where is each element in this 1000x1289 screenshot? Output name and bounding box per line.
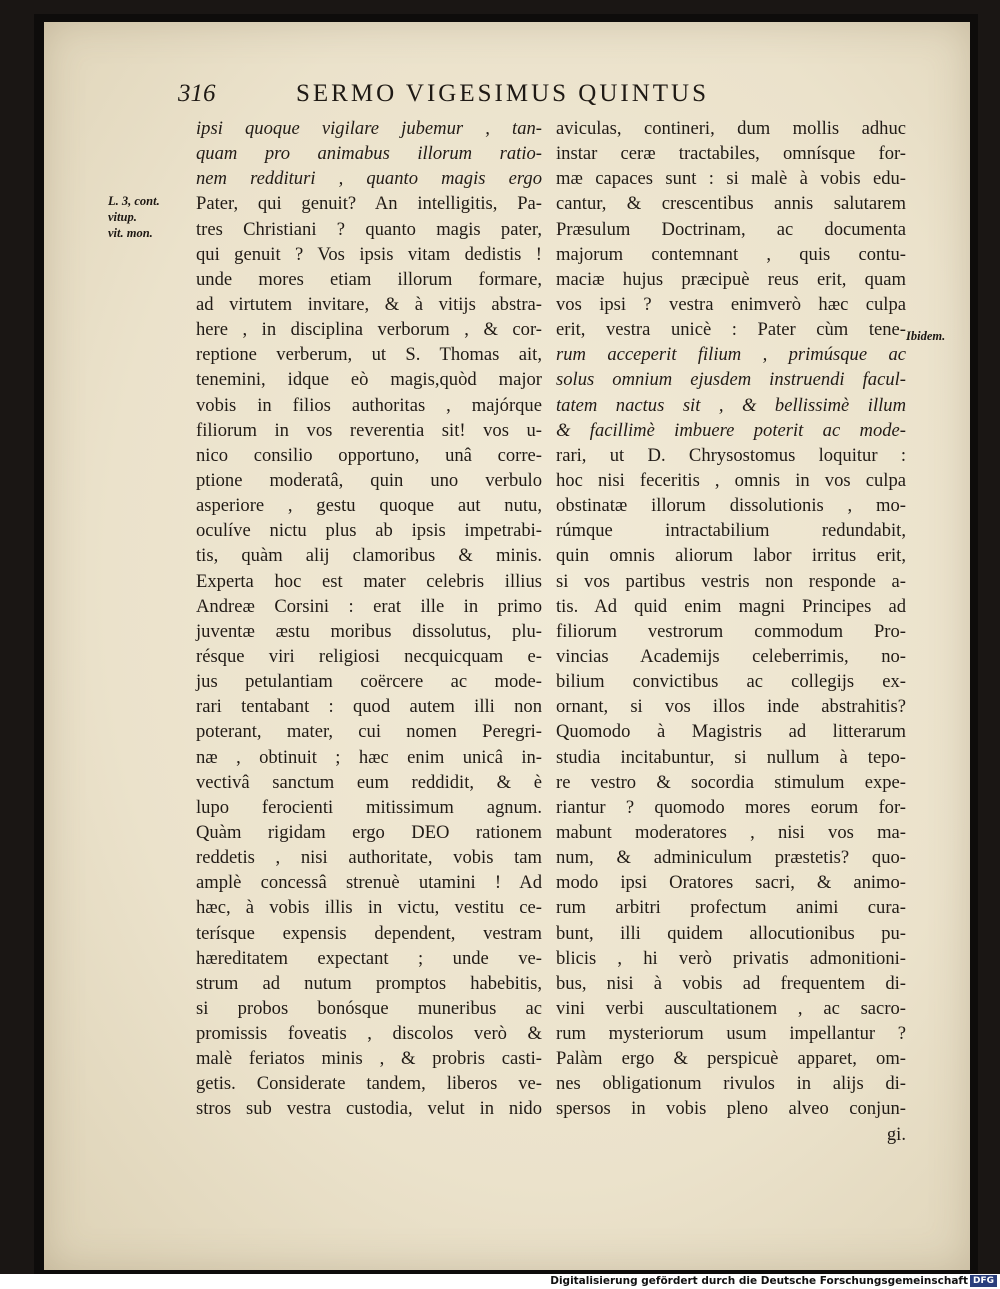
text-line: strum ad nutum promptos habebitis, <box>196 972 542 994</box>
text-line: blicis , hi verò privatis admonitioni- <box>556 947 906 969</box>
text-line: lupo ferocienti mitissimum agnum. <box>196 796 542 818</box>
page-number: 316 <box>178 80 216 107</box>
text-line: terísque expensis dependent, vestram <box>196 922 542 944</box>
text-line: nico consilio opportuno, unâ corre- <box>196 444 542 466</box>
funding-credit: Digitalisierung gefördert durch die Deutsche Forschungsgemeinschaft <box>550 1275 968 1287</box>
text-line: ad virtutem invitare, & à vitijs abstra- <box>196 293 542 315</box>
text-line: mæ capaces sunt : si malè à vobis edu- <box>556 168 906 190</box>
digitization-footer <box>0 1274 1000 1289</box>
text-line: rari, ut D. Chrysostomus loquitur : <box>556 444 906 466</box>
text-line: næ , obtinuit ; hæc enim unicâ in- <box>196 746 542 768</box>
text-line: num, & adminiculum præstetis? quo- <box>556 847 906 869</box>
text-line: tis. Ad quid enim magni Principes ad <box>556 595 906 617</box>
text-line: reddetis , nisi authoritate, vobis tam <box>196 847 542 869</box>
text-line: mabunt moderatores , nisi vos ma- <box>556 821 906 843</box>
text-line: ptione moderatâ, quin uno verbulo <box>196 469 542 491</box>
text-line: & facillimè imbuere poterit ac mode- <box>556 419 906 441</box>
text-line: spersos in vobis pleno alveo conjun- <box>556 1098 906 1120</box>
text-line: reptione verberum, ut S. Thomas ait, <box>196 344 542 366</box>
text-line: solus omnium ejusdem instruendi facul- <box>556 369 906 391</box>
text-line: tatem nactus sit , & bellissimè illum <box>556 394 906 416</box>
text-line: poterant, mater, cui nomen Peregri- <box>196 721 542 743</box>
text-line: hæc, à vobis illis in victu, vestitu ce- <box>196 897 542 919</box>
text-line: vos ipsi ? vestra enimverò hæc culpa <box>556 293 906 315</box>
text-line: tis, quàm alij clamoribus & minis. <box>196 545 542 567</box>
text-line: rum mysteriorum usum impellantur ? <box>556 1023 906 1045</box>
dfg-logo: DFG <box>970 1275 997 1287</box>
text-line: quam pro animabus illorum ratio- <box>196 143 542 165</box>
left-text-column <box>196 116 542 1122</box>
text-line: here , in disciplina verborum , & cor- <box>196 319 542 341</box>
text-line: filiorum in vos reverentia sit! vos u- <box>196 419 542 441</box>
margin-note-line: vitup. <box>108 210 137 224</box>
text-line: quin omnis aliorum labor irritus erit, <box>556 545 906 567</box>
text-line: nem reddituri , quanto magis ergo <box>196 168 542 190</box>
text-line: modo ipsi Oratores sacri, & animo- <box>556 872 906 894</box>
text-line: tres Christiani ? quanto magis pater, <box>196 218 542 240</box>
text-line: majorum contemnant , quis contu- <box>556 243 906 265</box>
text-line: vobis in filios authoritas , majórque <box>196 394 542 416</box>
text-line: amplè concessâ strenuè utamini ! Ad <box>196 872 542 894</box>
text-line: getis. Considerate tandem, liberos ve- <box>196 1073 542 1095</box>
text-line: riantur ? quomodo mores eorum for- <box>556 796 906 818</box>
text-line: bilium convictibus ac collegijs ex- <box>556 671 906 693</box>
text-line: instar ceræ tractabiles, omnísque for- <box>556 143 906 165</box>
text-line: résque viri religiosi necquicquam e- <box>196 645 542 667</box>
text-line: erit, vestra unicè : Pater cùm tene- <box>556 319 906 341</box>
text-line: Andreæ Corsini : erat ille in primo <box>196 595 542 617</box>
text-line: Experta hoc est mater celebris illius <box>196 570 542 592</box>
text-line: unde mores etiam illorum formare, <box>196 268 542 290</box>
text-line: maciæ hujus præcipuè reus erit, quam <box>556 268 906 290</box>
text-line: oculíve nictu plus ab ipsis impetrabi- <box>196 520 542 542</box>
margin-note-line: L. 3, cont. <box>108 194 160 208</box>
text-line: vectivâ sanctum eum reddidit, & è <box>196 771 542 793</box>
text-line: Præsulum Doctrinam, ac documenta <box>556 218 906 240</box>
text-line: asperiore , gestu quoque aut nutu, <box>196 495 542 517</box>
page-header <box>178 80 778 116</box>
text-line: aviculas, contineri, dum mollis adhuc <box>556 118 906 139</box>
text-line: Palàm ergo & perspicuè apparet, om- <box>556 1048 906 1070</box>
right-text-column <box>556 116 906 1147</box>
text-line: juventæ æstu moribus dissolutus, plu- <box>196 620 542 642</box>
text-line: Quomodo à Magistris ad litterarum <box>556 721 906 743</box>
margin-note-right <box>906 328 945 344</box>
text-line: rum acceperit filium , primúsque ac <box>556 344 906 366</box>
text-line: ipsi quoque vigilare jubemur , tan- <box>196 118 542 139</box>
text-line: Quàm rigidam ergo DEO rationem <box>196 821 542 843</box>
text-line: ornant, si vos illos inde abstrahitis? <box>556 696 906 718</box>
text-line: bus, nisi à vobis ad frequentem di- <box>556 972 906 994</box>
margin-note-line: Ibidem. <box>906 329 946 343</box>
text-line: si vos partibus vestris non responde a- <box>556 570 906 592</box>
margin-note-line: vit. mon. <box>108 226 153 240</box>
text-line: tenemini, idque eò magis,quòd major <box>196 369 542 391</box>
text-line: Pater, qui genuit? An intelligitis, Pa- <box>196 193 542 215</box>
margin-note-left <box>108 193 160 241</box>
text-line: promissis foveatis , discolos verò & <box>196 1023 542 1045</box>
text-line: rum arbitri profectum animi cura- <box>556 897 906 919</box>
text-line: bunt, illi quidem allocutionibus pu- <box>556 922 906 944</box>
text-line: si probos bonósque muneribus ac <box>196 997 542 1019</box>
text-line: qui genuit ? Vos ipsis vitam dedistis ! <box>196 243 542 265</box>
text-line: vini verbi auscultationem , ac sacro- <box>556 997 906 1019</box>
text-line: jus petulantiam coërcere ac mode- <box>196 671 542 693</box>
text-line: stros sub vestra custodia, velut in nido <box>196 1098 542 1120</box>
text-line: filiorum vestrorum commodum Pro- <box>556 620 906 642</box>
text-line: hæreditatem expectant ; unde ve- <box>196 947 542 969</box>
text-line: studia incitabuntur, si nullum à tepo- <box>556 746 906 768</box>
text-line: rari tentabant : quod autem illi non <box>196 696 542 718</box>
text-line: rúmque intractabilium redundabit, <box>556 520 906 542</box>
text-line: hoc nisi feceritis , omnis in vos culpa <box>556 469 906 491</box>
text-line: re vestro & socordia stimulum expe- <box>556 771 906 793</box>
running-title: SERMO VIGESIMUS QUINTUS <box>296 80 710 107</box>
text-line: gi. <box>886 1123 906 1145</box>
text-line: nes obligationum rivulos in alijs di- <box>556 1073 906 1095</box>
text-line: obstinatæ illorum dissolutionis , mo- <box>556 495 906 517</box>
text-line: cantur, & crescentibus annis salutarem <box>556 193 906 215</box>
text-line: malè feriatos minis , & probris casti- <box>196 1048 542 1070</box>
text-line: vincias Academijs celeberrimis, no- <box>556 645 906 667</box>
